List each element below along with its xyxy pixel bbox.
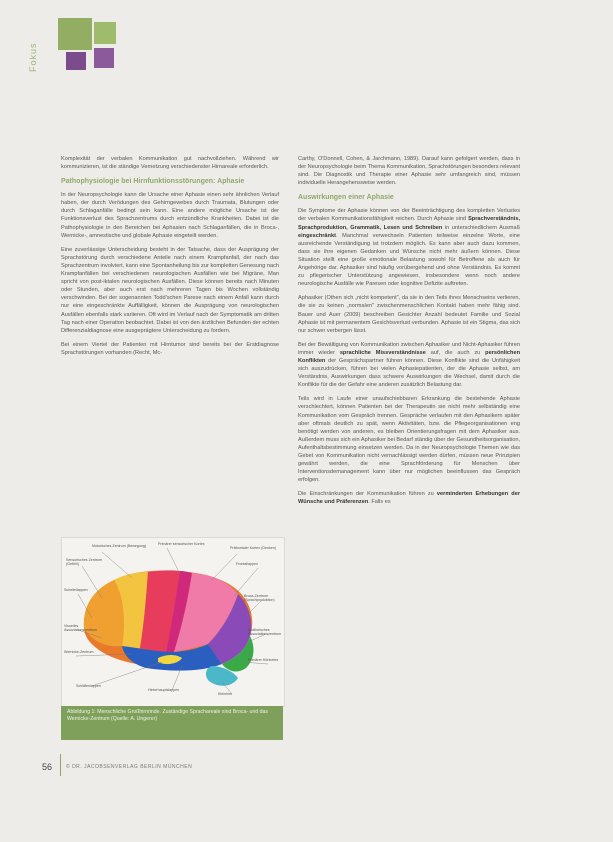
rp5-b-bold: verminderten Erhebungen der Wünsche und Präferenzen (298, 491, 520, 506)
brain-figure (61, 537, 285, 707)
rp1-b-bold: Sprachverständnis, Sprachproduktion, Grammatik, Lesen und Schreiben (298, 216, 520, 231)
figure-label-0: Motorisches Zentrum (Bewegung) (92, 544, 147, 548)
logo-square-purple-right (94, 48, 114, 68)
footer-rule (60, 754, 61, 776)
right-paragraph-5 (298, 490, 520, 506)
right-paragraph-1 (298, 207, 520, 288)
section-logo (58, 18, 116, 70)
right-heading-effects: Auswirkungen einer Aphasie (298, 194, 394, 202)
rp3-c: auf, die auch zu (425, 349, 486, 356)
rp3-a: Bei der Bewältigung von Kommunikation zwischen Aphasiker und Nicht-Aphasiker führen immer wieder (298, 341, 520, 356)
footer-publisher: © DR. JACOBSENVERLAG BERLIN MÜNCHEN (66, 764, 193, 770)
figure-label-4: Frontallappen (236, 562, 258, 566)
figure-label-12: Hinterhauptslappen (148, 688, 180, 692)
rp3-d-bold: persönlichen Konflikten (298, 349, 520, 364)
right-paragraph-3 (298, 341, 520, 390)
figure-label-2: Präfrontaler Kortex (Denken) (230, 546, 276, 550)
figure-label-10: Primärer Hörkortex (248, 658, 279, 662)
right-paragraph-0: Carthy, O'Donnell, Cohen, & Jarchmann, 1989). Darauf kann gefolgert werden, dass in der Neuropsychologie beim Thema Kommunikation, Sprachstörungen besonders relevant sind. Die Diagnostik und Therapie einer Aphasie sehr umfangreich sind, müssen individuelle Herangehensweise werden. (298, 156, 520, 187)
figure-label-3: Sensorisches Zentrum (Gefühl) (66, 558, 102, 567)
figure-label-9: Wernicke-Zentrum (64, 650, 94, 654)
rp1-e: . Manchmal verwechseln Patienten teilweise einzelne Worte, eine ausreichende Verständigung ist trotzdem möglich. Es kann aber auch dazu kommen, dass sie ihre eigenen Gedanken und Wünsche nicht mehr äußern können. Diese Situation stellt eine große emotionale Belastung sowohl für Betroffene als auch für Angehörige dar. Aphasiker sind häufig vorübergehend und ohne Verständnis. Es kommt zu pflegerischer Unterstützung angewiesen, insbesondere wenn noch andere neurologische Ausfälle wie Paresen oder kognitive Defizite auftreten. (298, 232, 520, 288)
figure-label-5: Scheitellappen (64, 588, 88, 592)
brain-regions (84, 570, 254, 685)
left-paragraph-0: Komplexität der verbalen Kommunikation gut nachvollziehen. Während wir kommunizieren, ist die ständige Vernetzung verschiedenster Hirnareale erforderlich. (61, 156, 279, 171)
figure-label-13: Kleinhirn (218, 692, 232, 696)
figure-label-6: Broca-Zentrum (Sprachproduktion) (244, 594, 275, 603)
left-heading-pathophysiology: Pathophysiologie bei Hirnfunktionsstörungen: Aphasie (61, 178, 245, 186)
right-paragraph-2: Aphasiker (Othen sich „nicht kompetent", da sie in den Teils ihres Menschseins verlieren, die sie zu keinen „normalen" zwischenmenschlichen Kontakt haben mehr fähig sind. Bauer und Auer (2009) beschreiben Gesichter Anzahl bedeutet Familie und Sozial Aphasie ist mit permanentem Gesichtsverlust verbunden. Aphasie ist ein Stigma, das sich nur schwer verbergen lässt. (298, 295, 520, 334)
figure-label-7: Visuelles Assoziationszentrum (64, 624, 98, 633)
rp1-d-bold: eingeschränkt (298, 232, 336, 239)
rp1-c: in unterschiedlichem Ausmaß (442, 224, 520, 231)
left-column (61, 155, 279, 363)
left-paragraph-2: Eine zuverlässige Unterscheidung besteht in der Tatsache, dass der Ausprägung der Sprachstörung durch verschiedene Anteile nach einem Krampfanfall, der nach das Sprachzentrum involviert, kann eine Spontanheilung bis zur kompletten Genesung nach Krampfanfällen bei verschiedenen neurologischen Ausfällen wie bei Migräne, Man spricht von post-iktalen neurologischen Ausfällen. Diese können bereits nach Minuten oder Stunden, aber auch erst nach mehreren Tagen bis Wochen vollständig verschwinden. Bei der sogenannten Todd'schen Parese nach einem Anfall kann durch nur eine eingeschränkte Auffälligkeit, können die Ausprägung von neurologischen Ausfällen ebenfalls stark variieren. Oft wird im Verlauf nach der Symptomatik am dritten Tag nach einer Operation beobachtet. Dabei ist von den ärztlichen Befunden der echten Differenzialdiagnose eine ausgeprägtere Unterscheidung zu fordern. (61, 246, 279, 334)
figure-label-8: Auditorisches Assoziationszentrum (248, 628, 282, 637)
figure-caption: Abbildung 1: Menschliche Großhirnrinde. Zuständige Sprachareale sind Broca- und das Wernicke-Zentrum (Quelle: A. Ungerer) (61, 706, 283, 740)
rp3-b-bold: sprachliche Missverständnisse (339, 349, 426, 356)
left-paragraph-3: Bei einem Viertel der Patienten mit Hirntumor sind bereits bei der Erstdiagnose Sprachstörungen vorhanden (Recht, Mc- (61, 341, 279, 356)
rp5-c: . Falls es (368, 499, 391, 506)
rp1-a: Die Symptome der Aphasie können von der Beeinträchtigung des kompletten Verlustes der verbalen Kommunikationsfähigkeit reichen. Durch Aphasie sind (298, 208, 520, 223)
section-tag: Fokus (28, 42, 38, 72)
figure-label-1: Primärer sensorischer Kortex (158, 542, 205, 546)
rp5-a: Die Einschränkungen der Kommunikation führen zu (298, 491, 437, 498)
page-footer (42, 762, 193, 772)
logo-square-green-small (94, 22, 116, 44)
logo-square-purple-left (66, 52, 86, 70)
page-number: 56 (42, 762, 53, 772)
left-paragraph-1: In der Neuropsychologie kann die Ursache einer Aphasie einen sehr ähnlichen Verlauf haben, der durch Verödungen des Gehirngewebes durch Traumata, Blutungen oder durch Schlaganfälle bedingt sein kann. Eine andere mögliche Ursache ist der Funktionsverlust des Sprachzentrums durch entzündliche Krankheiten. Dabei ist die Pathophysiologie in den Bereichen bei Aphasien nach Schlaganfällen, die in Broca-, Wernicke-, amnestische und globale Aphasie eingeteilt werden. (61, 192, 279, 239)
right-column (298, 155, 520, 513)
logo-square-green-large (58, 18, 92, 50)
figure-label-11: Schläfenlappen (76, 684, 101, 688)
rp3-e: der Gesprächspartner führen können. Diese Konflikte sind die Unfähigkeit sich auszudrücken, führen bei vielen Aphasiepatienten, der die Aphasie selbst, am Verständnis, Auswirkungen dass schwere Auswirkungen die Wechsel, damit durch die Konflikte für die der Gefahr eine anderen zusätzlich Belastung dar. (298, 357, 520, 389)
right-paragraph-4: Teils wird in Laufe einer unaufschiebbaren Erkrankung die bestehende Aphasie verschlechtert, können Patienten bei der Therapeutin sie nicht mehr selbständig eine Kommunikation vom Gespräch trennen. Gespräche verlaufen mit den Aphasikern später aber oftmals deutlich zu spät, wenn Aktivitäten, bzw. die Pflegeorganisationen eng benötigt werden von anderen, es bleiben Orientierungsfragen mit dem Aphasiker aus. Außerdem muss sich ein Aphasiker bei Bedarf ständig über der Gesundheitsorganisation, Aufenthaltsbestimmung einsetzen werden. Da in der Neuropsychologie Themen wie das Gebet von Kommunikation nicht vernachlässigt werden dürfen, müssen neue Prinzipien gewährt werden, die eine Sprachförderung für Menschen über Interventionsdemanagement kann über nur möglichen beeinflussen das Gespräch erfolgen. (298, 396, 520, 484)
